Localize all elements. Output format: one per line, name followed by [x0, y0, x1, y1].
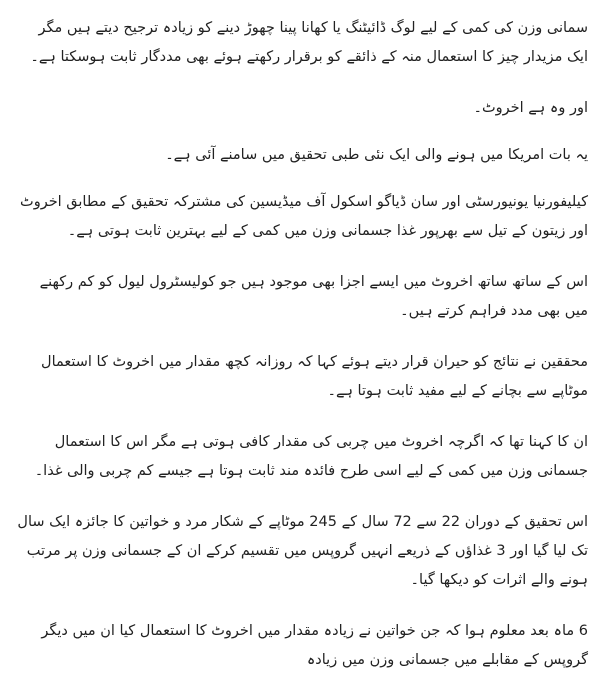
article-paragraph-researchers: محققین نے نتائج کو حیران قرار دیتے ہوئے کہا کہ روزانہ کچھ مقدار میں اخروٹ کا استعمال موٹاپے سے بچانے کے لیے مفید ثابت ہوتا ہے۔ — [41, 354, 588, 399]
article-paragraph-fat-content: ان کا کہنا تھا کہ اگرچہ اخروٹ میں چربی کی مقدار کافی ہوتی ہے مگر اس کا استعمال جسمانی وزن میں کمی کے لیے اسی طرح فائدہ مند ثابت ہوتا ہے جیسے کم چربی والی غذا۔ — [34, 434, 588, 479]
article-paragraph-university-study: کیلیفورنیا یونیورسٹی اور سان ڈیاگو اسکول آف میڈیسین کی مشترکہ تحقیق کے مطابق اخروٹ اور زیتون کے تیل سے بھرپور غذا جسمانی وزن میں کمی کے لیے بہترین ثابت ہوتی ہے۔ — [20, 194, 588, 239]
article-paragraph-results: 6 ماہ بعد معلوم ہوا کہ جن خواتین نے زیادہ مقدار میں اخروٹ کا استعمال کیا ان میں دیگر گروپس کے مقابلے میں جسمانی وزن میں زیادہ — [41, 623, 588, 668]
article-paragraph-walnut: اور وہ ہے اخروٹ۔ — [473, 100, 588, 116]
article-paragraph-research-source: یہ بات امریکا میں ہونے والی ایک نئی طبی تحقیق میں سامنے آئی ہے۔ — [165, 147, 588, 163]
article-paragraph-study-method: اس تحقیق کے دوران 22 سے 72 سال کے 245 موٹاپے کے شکار مرد و خواتین کا جائزہ ایک سال تک لیا گیا اور 3 غذاﺅں کے ذریعے انہیں گروپس میں تقسیم کرکے ان کے جسمانی وزن پر مرتب ہونے والے اثرات کو دیکھا گیا۔ — [17, 514, 588, 588]
article-paragraph-cholesterol: اس کے ساتھ ساتھ اخروٹ میں ایسے اجزا بھی موجود ہیں جو کولیسٹرول لیول کو کم رکھنے میں بھی مدد فراہم کرتے ہیں۔ — [39, 274, 588, 319]
article-paragraph-intro: سمانی وزن کی کمی کے لیے لوگ ڈائیٹنگ یا کھانا پینا چھوڑ دینے کو زیادہ ترجیح دیتے ہیں مگر ایک مزیدار چیز کا استعمال منہ کے ذائقے کو برقرار رکھتے ہوئے بھی مددگار ثابت ہوسکتا ہے۔ — [30, 20, 588, 65]
